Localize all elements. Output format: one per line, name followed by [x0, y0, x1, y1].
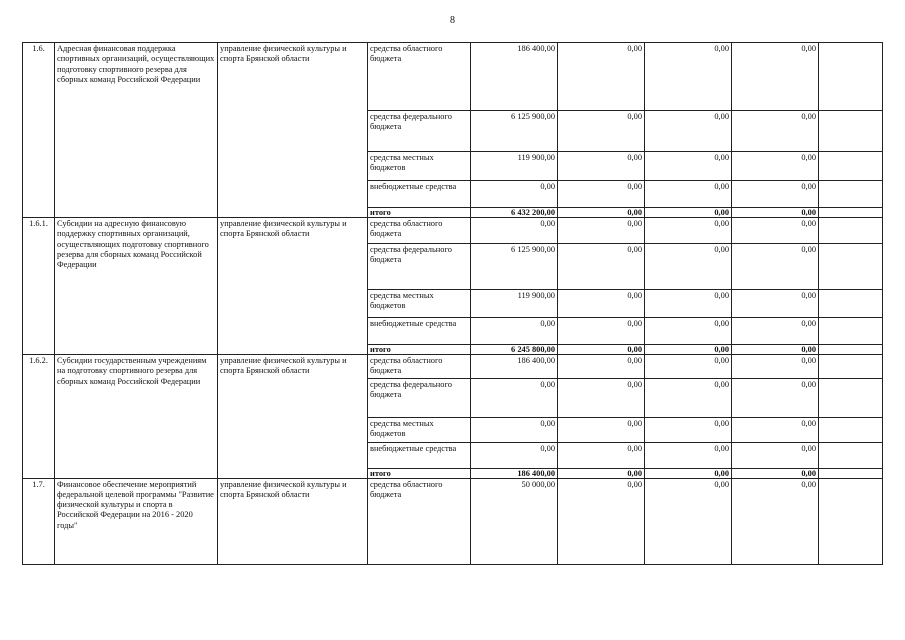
- empty-cell: [819, 355, 883, 379]
- empty-cell: [819, 345, 883, 355]
- empty-cell: [819, 244, 883, 290]
- page-number: 8: [450, 15, 455, 26]
- amount-cell: 0,00: [645, 218, 732, 244]
- amount-cell: 0,00: [558, 442, 645, 468]
- funding-source: средства областного бюджета: [368, 43, 471, 111]
- amount-cell: 186 400,00: [471, 355, 558, 379]
- measure-name: Адресная финансовая поддержка спортивных организаций, осуществляющих подготовку спортивного резерва для сборных команд Российской Федерации: [55, 43, 218, 218]
- amount-cell: 0,00: [645, 43, 732, 111]
- funding-source: средства местных бюджетов: [368, 152, 471, 181]
- empty-cell: [819, 378, 883, 417]
- amount-cell: 0,00: [558, 152, 645, 181]
- total-label: итого: [368, 345, 471, 355]
- table-row: [23, 218, 883, 244]
- amount-cell: 0,00: [558, 290, 645, 318]
- empty-cell: [819, 318, 883, 345]
- amount-cell: 0,00: [558, 43, 645, 111]
- empty-cell: [819, 290, 883, 318]
- measure-name: Субсидии на адресную финансовую поддержку спортивных организаций, осуществляющих подготовку спортивного резерва для сборных команд Российской Федерации: [55, 218, 218, 355]
- amount-cell: 0,00: [558, 244, 645, 290]
- funding-source: средства областного бюджета: [368, 355, 471, 379]
- total-amount: 0,00: [645, 468, 732, 478]
- amount-cell: 50 000,00: [471, 478, 558, 564]
- amount-cell: 0,00: [558, 218, 645, 244]
- amount-cell: 0,00: [645, 478, 732, 564]
- amount-cell: 0,00: [471, 378, 558, 417]
- amount-cell: 0,00: [471, 218, 558, 244]
- amount-cell: 0,00: [645, 244, 732, 290]
- measure-name: Субсидии государственным учреждениям на подготовку спортивного резерва для сборных команд Российской Федерации: [55, 355, 218, 479]
- amount-cell: 0,00: [645, 318, 732, 345]
- amount-cell: 0,00: [732, 111, 819, 152]
- amount-cell: 186 400,00: [471, 43, 558, 111]
- funding-source: внебюджетные средства: [368, 181, 471, 208]
- funding-source: внебюджетные средства: [368, 318, 471, 345]
- amount-cell: 0,00: [558, 378, 645, 417]
- table-row: [23, 43, 883, 111]
- row-number: 1.7.: [23, 478, 55, 564]
- amount-cell: 0,00: [732, 417, 819, 442]
- empty-cell: [819, 208, 883, 218]
- amount-cell: 0,00: [558, 181, 645, 208]
- table-row: [23, 355, 883, 379]
- amount-cell: 0,00: [471, 442, 558, 468]
- total-amount: 6 245 800,00: [471, 345, 558, 355]
- empty-cell: [819, 478, 883, 564]
- amount-cell: 119 900,00: [471, 290, 558, 318]
- funding-source: внебюджетные средства: [368, 442, 471, 468]
- total-amount: 0,00: [732, 345, 819, 355]
- empty-cell: [819, 442, 883, 468]
- amount-cell: 0,00: [645, 111, 732, 152]
- amount-cell: 0,00: [645, 417, 732, 442]
- empty-cell: [819, 181, 883, 208]
- total-amount: 6 432 200,00: [471, 208, 558, 218]
- measure-name: Финансовое обеспечение мероприятий федеральной целевой программы "Развитие физической культуры и спорта в Российской Федерации на 2016 - 2020 годы": [55, 478, 218, 564]
- empty-cell: [819, 468, 883, 478]
- empty-cell: [819, 111, 883, 152]
- total-label: итого: [368, 208, 471, 218]
- amount-cell: 0,00: [732, 181, 819, 208]
- financing-table: [22, 42, 883, 565]
- amount-cell: 0,00: [645, 152, 732, 181]
- funding-source: средства местных бюджетов: [368, 417, 471, 442]
- row-number: 1.6.1.: [23, 218, 55, 355]
- total-amount: 0,00: [645, 345, 732, 355]
- funding-source: средства федерального бюджета: [368, 244, 471, 290]
- amount-cell: 0,00: [645, 290, 732, 318]
- amount-cell: 119 900,00: [471, 152, 558, 181]
- amount-cell: 0,00: [732, 218, 819, 244]
- amount-cell: 0,00: [645, 378, 732, 417]
- funding-source: средства областного бюджета: [368, 218, 471, 244]
- amount-cell: 0,00: [732, 318, 819, 345]
- funding-source: средства областного бюджета: [368, 478, 471, 564]
- total-amount: 0,00: [558, 345, 645, 355]
- amount-cell: 0,00: [558, 111, 645, 152]
- amount-cell: 0,00: [732, 43, 819, 111]
- amount-cell: 0,00: [471, 318, 558, 345]
- empty-cell: [819, 417, 883, 442]
- amount-cell: 0,00: [471, 417, 558, 442]
- amount-cell: 0,00: [558, 318, 645, 345]
- amount-cell: 0,00: [558, 417, 645, 442]
- amount-cell: 0,00: [732, 442, 819, 468]
- empty-cell: [819, 152, 883, 181]
- executor: управление физической культуры и спорта Брянской области: [218, 43, 368, 218]
- amount-cell: 0,00: [645, 181, 732, 208]
- total-label: итого: [368, 468, 471, 478]
- amount-cell: 0,00: [732, 478, 819, 564]
- row-number: 1.6.: [23, 43, 55, 218]
- total-amount: 186 400,00: [471, 468, 558, 478]
- funding-source: средства федерального бюджета: [368, 111, 471, 152]
- total-amount: 0,00: [558, 468, 645, 478]
- row-number: 1.6.2.: [23, 355, 55, 479]
- executor: управление физической культуры и спорта Брянской области: [218, 218, 368, 355]
- total-amount: 0,00: [558, 208, 645, 218]
- executor: управление физической культуры и спорта Брянской области: [218, 478, 368, 564]
- amount-cell: 6 125 900,00: [471, 244, 558, 290]
- total-amount: 0,00: [732, 208, 819, 218]
- amount-cell: 0,00: [732, 378, 819, 417]
- funding-source: средства местных бюджетов: [368, 290, 471, 318]
- total-amount: 0,00: [732, 468, 819, 478]
- amount-cell: 0,00: [471, 181, 558, 208]
- executor: управление физической культуры и спорта Брянской области: [218, 355, 368, 479]
- amount-cell: 0,00: [732, 290, 819, 318]
- amount-cell: 0,00: [732, 152, 819, 181]
- amount-cell: 6 125 900,00: [471, 111, 558, 152]
- amount-cell: 0,00: [645, 442, 732, 468]
- total-amount: 0,00: [645, 208, 732, 218]
- amount-cell: 0,00: [645, 355, 732, 379]
- funding-source: средства федерального бюджета: [368, 378, 471, 417]
- amount-cell: 0,00: [558, 478, 645, 564]
- empty-cell: [819, 218, 883, 244]
- amount-cell: 0,00: [732, 244, 819, 290]
- empty-cell: [819, 43, 883, 111]
- amount-cell: 0,00: [732, 355, 819, 379]
- table-row: [23, 478, 883, 564]
- amount-cell: 0,00: [558, 355, 645, 379]
